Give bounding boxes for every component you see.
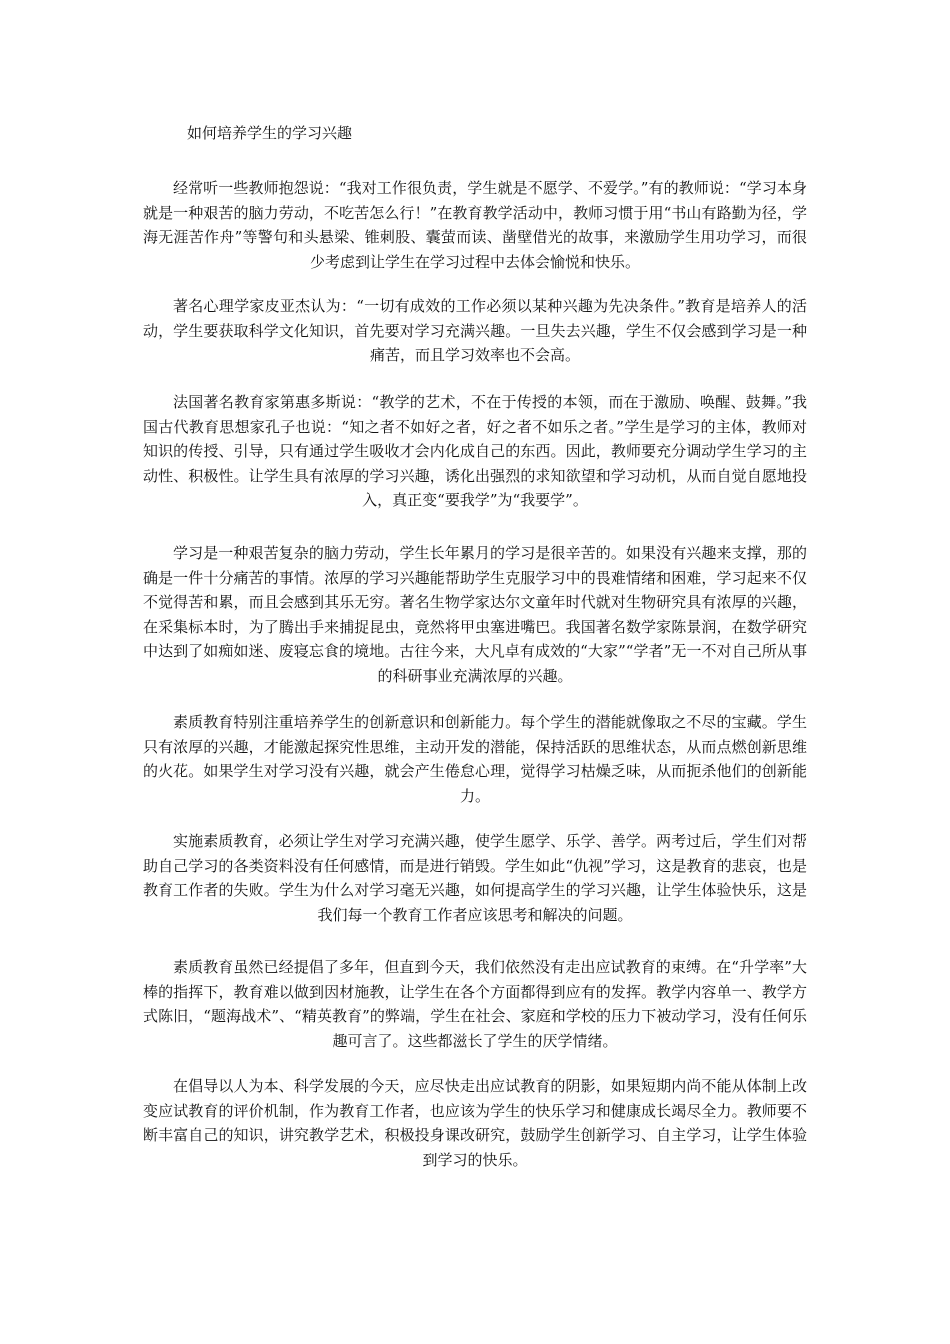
paragraph-2: 著名心理学家皮亚杰认为：“一切有成效的工作必须以某种兴趣为先决条件。”教育是培养人的活动，学生要获取科学文化知识，首先要对学习充满兴趣。一旦失去兴趣，学生不仅会感到学习是一种痛苦，而且学习效率也不会高。 [143, 297, 807, 364]
paragraph-3: 法国著名教育家第惠多斯说：“教学的艺术，不在于传授的本领，而在于激励、唤醒、鼓舞。”我国古代教育思想家孔子也说：“知之者不如好之者，好之者不如乐之者。”学生是学习的主体，教师对知识的传授、引导，只有通过学生吸收才会内化成自己的东西。因此，教师要充分调动学生学习的主动性、积极性。让学生具有浓厚的学习兴趣，诱化出强烈的求知欲望和学习动机，从而自觉自愿地投入，真正变“要我学”为“我要学”。 [143, 393, 807, 509]
document-title: 如何培养学生的学习兴趣 [187, 124, 353, 142]
paragraph-8: 在倡导以人为本、科学发展的今天，应尽快走出应试教育的阴影，如果短期内尚不能从体制上改变应试教育的评价机制，作为教育工作者，也应该为学生的快乐学习和健康成长竭尽全力。教师要不断丰富自己的知识，讲究教学艺术，积极投身课改研究，鼓励学生创新学习、自主学习，让学生体验到学习的快乐。 [143, 1077, 807, 1169]
paragraph-6: 实施素质教育，必须让学生对学习充满兴趣，使学生愿学、乐学、善学。两考过后，学生们对帮助自己学习的各类资料没有任何感情，而是进行销毁。学生如此“仇视”学习，这是教育的悲哀，也是教育工作者的失败。学生为什么对学习毫无兴趣，如何提高学生的学习兴趣，让学生体验快乐，这是我们每一个教育工作者应该思考和解决的问题。 [143, 832, 807, 924]
paragraph-5: 素质教育特别注重培养学生的创新意识和创新能力。每个学生的潜能就像取之不尽的宝藏。学生只有浓厚的兴趣，才能激起探究性思维，主动开发的潜能，保持活跃的思维状态，从而点燃创新思维的火花。如果学生对学习没有兴趣，就会产生倦怠心理，觉得学习枯燥乏味，从而扼杀他们的创新能力。 [143, 713, 807, 805]
paragraph-7: 素质教育虽然已经提倡了多年，但直到今天，我们依然没有走出应试教育的束缚。在“升学率”大棒的指挥下，教育难以做到因材施教，让学生在各个方面都得到应有的发挥。教学内容单一、教学方式陈旧，“题海战术”、“精英教育”的弊端，学生在社会、家庭和学校的压力下被动学习，没有任何乐趣可言了。这些都滋长了学生的厌学情绪。 [143, 958, 807, 1050]
paragraph-4: 学习是一种艰苦复杂的脑力劳动，学生长年累月的学习是很辛苦的。如果没有兴趣来支撑，那的确是一件十分痛苦的事情。浓厚的学习兴趣能帮助学生克服学习中的畏难情绪和困难，学习起来不仅不觉得苦和累，而且会感到其乐无穷。著名生物学家达尔文童年时代就对生物研究具有浓厚的兴趣，在采集标本时，为了腾出手来捕捉昆虫，竟然将甲虫塞进嘴巴。我国著名数学家陈景润，在数学研究中达到了如痴如迷、废寝忘食的境地。古往今来，大凡卓有成效的“大家”“学者”无一不对自己所从事的科研事业充满浓厚的兴趣。 [143, 544, 807, 685]
paragraph-1: 经常听一些教师抱怨说：“我对工作很负责，学生就是不愿学、不爱学。”有的教师说：“学习本身就是一种艰苦的脑力劳动，不吃苦怎么行！”在教育教学活动中，教师习惯于用“书山有路勤为径，学海无涯苦作舟”等警句和头悬梁、锥刺股、囊萤而读、凿壁借光的故事，来激励学生用功学习，而很少考虑到让学生在学习过程中去体会愉悦和快乐。 [143, 179, 807, 271]
